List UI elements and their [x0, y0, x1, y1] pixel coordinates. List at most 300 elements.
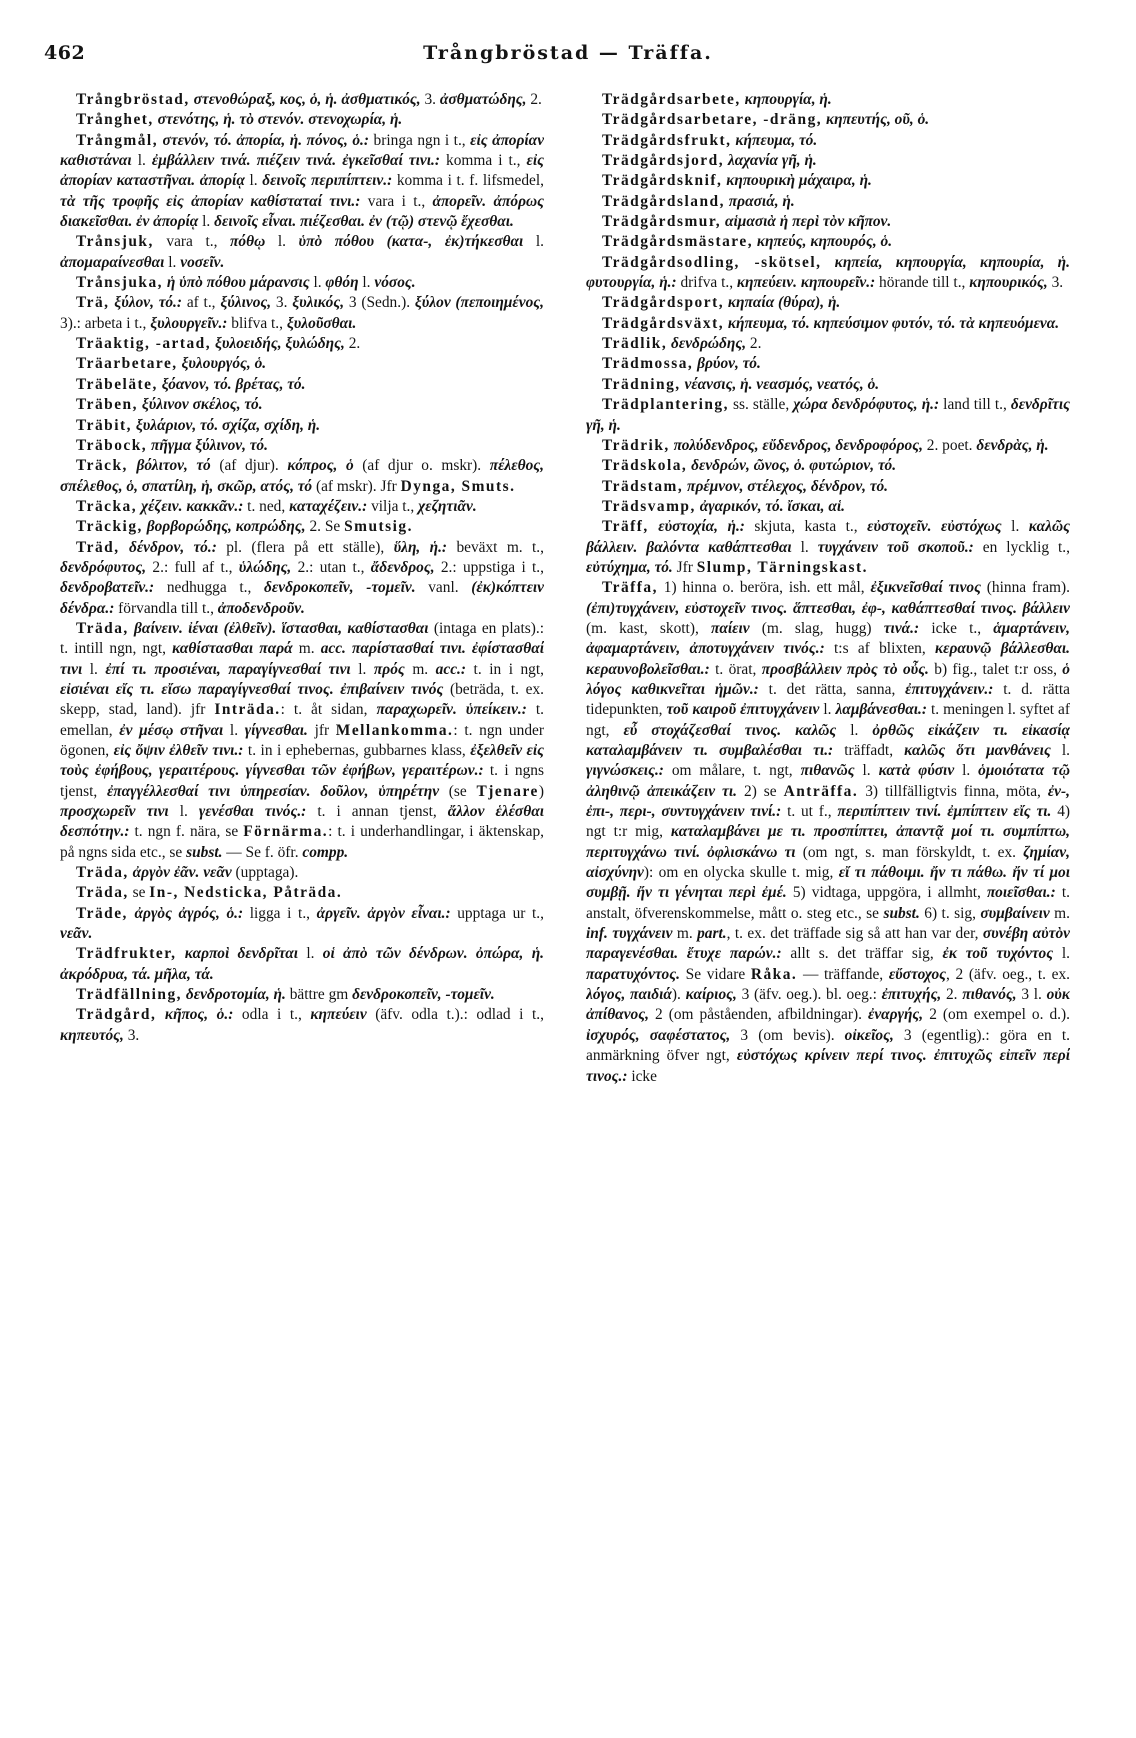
- entry-text: komma i t.,: [439, 152, 527, 170]
- greek-translation: ξύλον (πεποιημένος,: [414, 294, 544, 312]
- dictionary-entry: [60, 456, 544, 497]
- entry-text: bättre gm: [285, 986, 353, 1004]
- dictionary-entry: [60, 1005, 544, 1046]
- greek-translation: περιπίπτειν τινί. ἐμπίπτειν εἴς τι.: [837, 803, 1052, 821]
- entry-headword: Trädfällning,: [76, 986, 183, 1004]
- entry-text: 1) hinna o. beröra, ish. ett mål,: [663, 579, 871, 597]
- greek-translation: ἀργεῖν. ἀργὸν εἶναι.:: [316, 904, 451, 922]
- entry-text: 2. Se: [305, 518, 345, 536]
- entry-text: vanl.: [415, 579, 472, 597]
- page-header: [44, 40, 1092, 72]
- dictionary-entry: [60, 497, 544, 517]
- cross-reference: Förnärma.: [243, 823, 329, 841]
- entry-text: (hinna fram).: [980, 579, 1070, 597]
- cross-reference: Anträffa.: [783, 782, 859, 800]
- dictionary-entry: [60, 90, 544, 110]
- entry-headword: Träda,: [76, 884, 129, 902]
- greek-translation: ἡ ὑπὸ πόθου μάρανσις: [166, 274, 310, 292]
- greek-translation: compp.: [302, 843, 349, 861]
- dictionary-entry: [586, 477, 1070, 497]
- greek-translation: ἀποδενδροῦν.: [217, 599, 305, 617]
- entry-headword: Träck,: [76, 457, 128, 475]
- entry-headword: Träbeläte,: [76, 375, 158, 393]
- entry-text: skjuta, kasta t.,: [744, 518, 868, 536]
- entry-text: vilja t.,: [367, 497, 419, 515]
- entry-text: : t. i underhandlingar, i äktenskap, på ngns sida etc., se: [60, 823, 544, 861]
- greek-translation: ἀπομαραίνεσθαι: [60, 253, 165, 271]
- entry-text: t. ned,: [243, 497, 290, 515]
- entry-text: t. d. rätta tidepunkten,: [586, 680, 1070, 719]
- greek-translation: οὐκ ἀπίθανος,: [586, 986, 1070, 1024]
- entry-text: l.: [298, 945, 323, 963]
- entry-text: l.: [1050, 742, 1070, 759]
- greek-translation: κηπουργία, ἡ.: [744, 91, 832, 108]
- greek-translation: ἄδενδρος,: [370, 558, 435, 576]
- entry-text: ligga i t.,: [243, 904, 317, 922]
- greek-translation: δενδροκοπεῖν, -τομεῖν.: [264, 579, 416, 597]
- greek-translation: τὰ τῆς τροφῆς εἰς ἀπορίαν καθίσταταί τινι.:: [60, 192, 361, 210]
- greek-translation: ἐπιτυχής,: [881, 986, 942, 1004]
- greek-translation: νοσεῖν.: [180, 253, 225, 271]
- greek-translation: νεᾶν.: [60, 925, 93, 943]
- greek-translation: καταχέζειν.:: [289, 497, 368, 515]
- dictionary-entry: [586, 253, 1070, 294]
- entry-text: t. in i ephebernas, gubbarnes klass,: [243, 742, 471, 759]
- entry-headword: Trädskola,: [602, 457, 688, 475]
- entry-headword: Trädning,: [602, 375, 681, 393]
- entry-text: 2.: [746, 335, 762, 353]
- entry-text: t:s af blixten,: [824, 640, 935, 658]
- dictionary-entry: [60, 293, 544, 334]
- entry-text: 3.: [1047, 274, 1064, 292]
- entry-text: l.: [244, 172, 263, 190]
- dictionary-entry: [60, 517, 544, 537]
- greek-translation: λαχανία γῆ, ἡ.: [727, 152, 817, 170]
- entry-headword: Träckig,: [76, 518, 143, 536]
- greek-translation: ἀσθματώδης,: [439, 91, 527, 108]
- entry-text: t. det rätta, sanna,: [758, 680, 906, 698]
- dictionary-entry: [60, 334, 544, 354]
- entry-text: om målare, t. ngt,: [663, 762, 801, 780]
- entry-text: 5) vidtaga, uppgöra, i allmht,: [786, 884, 987, 902]
- greek-translation: πρέμνον, στέλεχος, δένδρον, τό.: [687, 477, 889, 495]
- entry-text: bringa ngn i t.,: [369, 131, 471, 149]
- greek-translation: οἱ ἀπὸ τῶν δένδρων. ὀπώρα, ἡ. ἀκρόδρυα, τά. μῆλα, τά.: [60, 945, 544, 983]
- entry-headword: Träffa,: [602, 579, 658, 597]
- greek-translation: ξυλοῦσθαι.: [286, 314, 357, 332]
- greek-translation: πιθανός,: [962, 986, 1017, 1004]
- entry-text: , 2 (äfv. oeg., t. ex.: [946, 965, 1070, 983]
- entry-text: l.: [309, 274, 326, 292]
- greek-translation: κῆπος, ὁ.:: [164, 1006, 234, 1024]
- entry-text: (beträda, t. ex. skepp, stad, land). jfr: [60, 680, 544, 719]
- greek-translation: ζημίαν, αἰσχύνην: [586, 843, 1070, 882]
- entry-text: (af djur).: [210, 457, 288, 475]
- entry-text: 3 l.: [1016, 986, 1047, 1004]
- dictionary-entry: [586, 212, 1070, 232]
- greek-translation: νέανσις, ἡ. νεασμός, νεατός, ὁ.: [684, 375, 880, 393]
- greek-translation: νόσος.: [374, 274, 416, 292]
- dictionary-entry: [586, 578, 1070, 1087]
- greek-translation: κηπαία (θύρα), ἡ.: [727, 294, 841, 312]
- entry-text: 4) ngt t:r mig,: [586, 803, 1070, 841]
- cross-reference: Dynga, Smuts.: [400, 477, 516, 495]
- entry-text: af t.,: [182, 294, 221, 312]
- greek-translation: ξυλάριον, τό. σχίζα, σχίδη, ἡ.: [135, 416, 321, 434]
- entry-text: 2 (om påståenden, afbildningar).: [648, 1006, 868, 1024]
- entry-text: 2 (om exempel o. d.).: [923, 1006, 1070, 1024]
- greek-translation: ξυλικός,: [292, 294, 345, 312]
- entry-headword: Träda,: [76, 864, 129, 882]
- dictionary-entry: [60, 395, 544, 415]
- entry-text: 3 (om bevis).: [730, 1026, 845, 1044]
- entry-text: m.: [292, 640, 321, 658]
- entry-text: 3).: arbeta i t.,: [60, 314, 151, 332]
- entry-text: 2.: [941, 986, 963, 1004]
- dictionary-entry: [60, 354, 544, 374]
- entry-text: l.: [350, 660, 374, 678]
- entry-text: l.: [819, 701, 836, 719]
- greek-translation: ἀργὸς ἀγρός, ὁ.:: [134, 904, 244, 922]
- entry-text: icke: [627, 1067, 657, 1085]
- dictionary-entry: [60, 273, 544, 293]
- greek-translation: ξόανον, τό. βρέτας, τό.: [161, 375, 306, 393]
- entry-text: b) fig., talet t:r oss,: [928, 660, 1063, 678]
- greek-translation: ἀργὸν ἐᾶν. νεᾶν: [132, 864, 232, 882]
- greek-translation: παραχωρεῖν. ὑπείκειν.:: [376, 701, 527, 719]
- greek-translation: καταλαμβάνει με τι. προσπίπτει, ἀπαντᾷ μοί τι. συμπίπτω, περιτυγχάνω τινί. ὀφλισκάνω τι: [586, 823, 1070, 861]
- entry-text: (upptaga).: [231, 864, 299, 882]
- entry-text: : t. åt sidan,: [280, 701, 377, 719]
- greek-translation: βόλιτον, τό: [136, 457, 211, 475]
- entry-text: — Se f. öfr.: [222, 843, 303, 861]
- greek-translation: κηπευτής, οῦ, ὁ.: [825, 111, 930, 129]
- greek-translation: δενδροκοπεῖν, -τομεῖν.: [352, 986, 495, 1004]
- entry-text: hörande till t.,: [875, 274, 970, 292]
- entry-text: , t. ex. det träffade sig så att han var der,: [726, 925, 983, 943]
- entry-text: Jfr: [672, 558, 697, 576]
- dictionary-entry: [586, 517, 1070, 578]
- dictionary-entry: [60, 110, 544, 130]
- dictionary-entry: [586, 131, 1070, 151]
- entry-text: l.: [265, 233, 299, 251]
- greek-translation: προσβάλλειν πρὸς τὸ οὖς.: [761, 660, 929, 678]
- greek-translation: στενοθώραξ, κος, ὁ, ἡ. ἀσθματικός,: [193, 91, 421, 108]
- greek-translation: ἐν-, ἐπι-, περι-, συντυγχάνειν τινί.:: [586, 782, 1070, 821]
- entry-text: 2. poet.: [922, 436, 977, 454]
- greek-translation: κήπευμα, τό. κηπεύσιμον φυτόν, τό. τὰ κηπευόμενα.: [727, 314, 1060, 332]
- greek-translation: κηπουρικὴ μάχαιρα, ἡ.: [726, 172, 872, 190]
- greek-translation: πρασιά, ἡ.: [728, 192, 795, 210]
- greek-translation: δενδρών, ῶνος, ὁ. φυτώριον, τό.: [691, 457, 897, 475]
- greek-translation: ἁμαρτάνειν, ἀφαμαρτάνειν, ἀποτυγχάνειν τινός.:: [586, 619, 1070, 658]
- dictionary-entry: [60, 375, 544, 395]
- entry-text: land till t.,: [939, 396, 1011, 414]
- entry-headword: Trädfrukter,: [76, 945, 177, 963]
- dictionary-entry: [60, 538, 544, 619]
- greek-translation: κεραυνῷ βάλλεσθαι. κεραυνοβολεῖσθαι.:: [586, 640, 1070, 678]
- cross-reference: Tjenare: [476, 782, 539, 800]
- greek-translation: ξυλουργεῖν.:: [150, 314, 228, 332]
- entry-headword: Trädstam,: [602, 477, 684, 495]
- greek-translation: προσχωρεῖν τινι: [60, 803, 169, 821]
- entry-text: l.: [168, 803, 199, 821]
- entry-text: 3.: [123, 1026, 140, 1044]
- entry-text: Se vidare: [679, 965, 751, 983]
- greek-translation: (ἐκ)κόπτειν δένδρα.:: [60, 579, 544, 617]
- entry-text: vara i t.,: [360, 192, 433, 210]
- entry-text: 2) se: [737, 782, 784, 800]
- entry-text: allt s. det träffar sig,: [781, 945, 943, 963]
- dictionary-entry: [586, 110, 1070, 130]
- dictionary-entry: [586, 151, 1070, 171]
- greek-translation: εὔστοχος: [888, 965, 947, 983]
- greek-translation: καλῶς ὅτι μανθάνεις: [904, 742, 1051, 759]
- greek-translation: παίειν: [710, 619, 750, 637]
- entry-headword: Träben,: [76, 396, 138, 414]
- greek-translation: πῆγμα ξύλινον, τό.: [151, 436, 268, 454]
- entry-headword: Trädsvamp,: [602, 497, 696, 515]
- greek-translation: εὖ στοχάζεσθαί τινος. καλῶς: [623, 721, 837, 739]
- entry-text: (äfv. odla t.).: odlad i t.,: [366, 1006, 544, 1024]
- entry-text: (om ngt, s. man förskyldt, t. ex.: [795, 843, 1024, 861]
- entry-text: 2.: full af t.,: [146, 558, 239, 576]
- cross-reference: Smutsig.: [344, 518, 413, 536]
- greek-translation: γίγνεσθαι.: [244, 721, 308, 739]
- entry-text: jfr: [307, 721, 336, 739]
- greek-translation: κόπρος, ὁ: [287, 457, 354, 475]
- entry-text: en lycklig t.,: [973, 538, 1070, 556]
- greek-translation: δενδρώδης,: [671, 335, 747, 353]
- dictionary-entry: [586, 456, 1070, 476]
- greek-translation: χώρα δενδρόφυτος, ἡ.:: [793, 396, 940, 414]
- cross-reference: Inträda.: [214, 701, 281, 719]
- entry-text: 3.: [420, 91, 440, 108]
- entry-text: 2.: uppstiga i t.,: [434, 558, 544, 576]
- right-column: [586, 90, 1070, 1730]
- dictionary-entry: [586, 436, 1070, 456]
- entry-text: m.: [404, 660, 436, 678]
- entry-text: (m. kast, skott),: [586, 619, 711, 637]
- entry-text: l.: [131, 152, 152, 170]
- running-title: Trångbröstad — Träffa.: [423, 42, 713, 64]
- greek-translation: ἐν μέσῳ στῆναι: [119, 721, 224, 739]
- greek-translation: κηπεύς, κηπουρός, ὁ.: [756, 233, 893, 251]
- entry-headword: Trädgårdsarbetare, -dräng,: [602, 111, 823, 129]
- entry-text: icke t.,: [919, 619, 994, 637]
- greek-translation: acc.:: [435, 660, 467, 678]
- entry-text: l.: [791, 538, 818, 556]
- entry-text: beväxt m. t.,: [447, 538, 544, 556]
- entry-text: t. ngn f. nära, se: [129, 823, 244, 841]
- entry-headword: Träde,: [76, 904, 128, 922]
- entry-text: m.: [1049, 904, 1070, 922]
- greek-translation: καρποὶ δενδρῖται: [184, 945, 299, 963]
- greek-translation: γενέσθαι τινός.:: [198, 803, 307, 821]
- entry-text: upptaga ur t.,: [450, 904, 544, 922]
- greek-translation: ξυλουργός, ὁ.: [181, 355, 267, 373]
- dictionary-entry: [586, 354, 1070, 374]
- greek-translation: δένδρον, τό.:: [128, 538, 217, 556]
- greek-translation: ἐκ τοῦ τυχόντος: [942, 945, 1054, 963]
- greek-translation: χεζητιᾶν.: [418, 497, 477, 515]
- entry-text: 2.: [344, 335, 361, 353]
- dictionary-entry: [60, 232, 544, 273]
- entry-headword: Trånsjuka,: [76, 274, 163, 292]
- entry-text: t. in i ngt,: [466, 660, 544, 678]
- entry-text: vara t.,: [166, 233, 231, 251]
- cross-reference: Slump, Tärningskast.: [696, 558, 868, 576]
- greek-translation: πιθανῶς: [800, 762, 855, 780]
- greek-translation: ἐπαγγέλλεσθαί τινι ὑπηρεσίαν. δοῦλον, ὑπηρέτην: [106, 782, 440, 800]
- greek-translation: acc. παρίστασθαί τινι. ἐφίστασθαί τινι: [60, 640, 544, 678]
- dictionary-entry: [586, 375, 1070, 395]
- greek-translation: εὐστοχία, ἡ.:: [658, 518, 745, 536]
- entry-headword: Trädgård,: [76, 1006, 157, 1024]
- greek-translation: παρατυχόντος.: [586, 965, 680, 983]
- dictionary-entry: [586, 314, 1070, 334]
- greek-translation: κηπεύειν: [310, 1006, 367, 1024]
- greek-translation: φθόη: [325, 274, 359, 292]
- entry-text: 2.: [526, 91, 542, 108]
- dictionary-entry: [60, 863, 544, 883]
- greek-translation: τυγχάνειν τοῦ σκοποῦ.:: [817, 538, 974, 556]
- greek-translation: δενδροβατεῖν.:: [60, 579, 155, 597]
- entry-text: t. emellan,: [60, 701, 544, 739]
- greek-translation: ἐμβάλλειν τινά. πιέζειν τινά. ἐγκεῖσθαί τινι.:: [151, 152, 440, 170]
- greek-translation: γιγνώσκεις.:: [586, 762, 664, 780]
- greek-translation: ἐπιτυγχάνειν.:: [905, 680, 994, 698]
- entry-headword: Träbit,: [76, 416, 132, 434]
- greek-translation: κατὰ φύσιν: [878, 762, 955, 780]
- greek-translation: ἐπί τι. προσιέναι, παραγίγνεσθαί τινι: [105, 660, 351, 678]
- dictionary-entry: [586, 232, 1070, 252]
- dictionary-entry: [60, 985, 544, 1005]
- entry-text: : t. ngn under ögonen,: [60, 721, 544, 759]
- entry-headword: Trångmål,: [76, 131, 159, 149]
- entry-headword: Trånsjuk,: [76, 233, 154, 251]
- greek-translation: αἱμασιὰ ἡ περὶ τὸν κῆπον.: [724, 213, 892, 231]
- entry-text: ss. ställe,: [733, 396, 794, 414]
- entry-headword: Träarbetare,: [76, 355, 178, 373]
- greek-translation: τοῦ καιροῦ ἐπιτυγχάνειν: [666, 701, 820, 719]
- greek-translation: χέζειν. κακκᾶν.:: [140, 497, 244, 515]
- greek-translation: (ἐπι)τυγχάνειν, εὐστοχεῖν τινος. ἅπτεσθαι, ἐφ-, καθάπτεσθαί τινος. βάλλειν: [586, 599, 1070, 617]
- greek-translation: εἴ τι πάθοιμι. ἤν τι πάθω. ἤν τί μοι συμβῇ. ἤν τι γένηται περὶ ἐμέ.: [586, 864, 1070, 902]
- greek-translation: δενδρῖτις γῆ, ἡ.: [586, 396, 1070, 434]
- greek-translation: καίριος,: [685, 986, 737, 1004]
- entry-text: m.: [672, 925, 698, 943]
- entry-headword: Trädgårdsarbete,: [602, 91, 741, 108]
- greek-translation: δενδρόφυτος,: [60, 558, 147, 576]
- entry-text: nedhugga t.,: [154, 579, 265, 597]
- dictionary-entry: [586, 334, 1070, 354]
- entry-text: l.: [523, 233, 544, 251]
- entry-headword: Trädrik,: [602, 436, 670, 454]
- entry-text: — träffande,: [797, 965, 889, 983]
- entry-text: t. örat,: [709, 660, 762, 678]
- dictionary-entry: [60, 904, 544, 945]
- cross-reference: In-, Nedsticka, Påträda.: [149, 884, 343, 902]
- dictionary-entry: [60, 883, 544, 903]
- greek-translation: εὐτύχημα, τό.: [586, 558, 673, 576]
- greek-translation: ἰσχυρός, σαφέστατος,: [586, 1026, 731, 1044]
- entry-headword: Trädlik,: [602, 335, 668, 353]
- entry-text: l.: [854, 762, 879, 780]
- left-column: [60, 90, 544, 1730]
- greek-translation: βορβορώδης, κοπρώδης,: [146, 518, 306, 536]
- entry-text: (m. slag, hugg): [749, 619, 884, 637]
- greek-translation: inf. τυγχάνειν: [586, 925, 673, 943]
- greek-translation: ξύλινον σκέλος, τό.: [141, 396, 263, 414]
- greek-translation: ὁ λόγος καθικνεῖται ἡμῶν.:: [586, 660, 1070, 698]
- entry-text: t. meningen l. syftet af ngt,: [586, 701, 1070, 739]
- entry-text: odla i t.,: [233, 1006, 311, 1024]
- entry-headword: Trä,: [76, 294, 110, 312]
- entry-headword: Trädplantering,: [602, 396, 729, 414]
- greek-translation: δενδροτομία, ἡ.: [185, 986, 286, 1004]
- greek-translation: λόγος, παιδιά: [586, 986, 672, 1004]
- dictionary-entry: [586, 90, 1070, 110]
- entry-text: 3) tillfälligtvis finna, möta,: [858, 782, 1048, 800]
- entry-text: 2.: utan t.,: [291, 558, 371, 576]
- entry-headword: Trädgårdsodling, -skötsel,: [602, 253, 822, 271]
- dictionary-entry: [586, 293, 1070, 313]
- cross-reference: Råka.: [750, 965, 798, 983]
- entry-text: l.: [223, 721, 245, 739]
- entry-text: pl. (flera på ett ställe),: [216, 538, 394, 556]
- cross-reference: Mellankomma.: [335, 721, 454, 739]
- entry-headword: Trädgårdsknif,: [602, 172, 723, 190]
- greek-translation: εὐστοχεῖν. εὐστόχως: [867, 518, 1002, 536]
- greek-translation: ποιεῖσθαι.:: [986, 884, 1056, 902]
- page-number: 462: [44, 42, 86, 64]
- greek-translation: στενόν, τό. ἀπορία, ἡ. πόνος, ὁ.:: [162, 131, 370, 149]
- greek-translation: ἀπορεῖν. ἀπόρως διακεῖσθαι. ἐν ἀπορίᾳ: [60, 192, 544, 231]
- greek-translation: βαίνειν. ἰέναι (ἐλθεῖν). ἵστασθαι, καθίστασθαι: [134, 619, 429, 637]
- greek-translation: subst.: [186, 843, 223, 861]
- entry-headword: Trädgårdsväxt,: [602, 314, 725, 332]
- greek-translation: ὀρθῶς εἰκάζειν τι. εἰκασίᾳ καταλαμβάνειν τι. συμβαλέσθαι τι.:: [586, 721, 1070, 759]
- greek-translation: δεινοῖς εἶναι. πιέζεσθαι. ἐν (τῷ) στενῷ ἔχεσθαι.: [214, 213, 514, 231]
- entry-text: 3 (egentlig).: göra en t. anmärkning öfver ngt,: [586, 1026, 1070, 1065]
- greek-translation: εὐστόχως κρίνειν περί τινος. ἐπιτυχῶς εἰπεῖν περί τινος.:: [586, 1047, 1070, 1085]
- greek-translation: εἰσιέναι εἴς τι. εἴσω παραγίγνεσθαί τινος. ἐπιβαίνειν τινός: [60, 680, 444, 698]
- greek-translation: ἐξελθεῖν εἰς τοὺς ἐφήβους, γεραιτέρους. γίγνεσθαι τῶν ἐφήβων, γεραιτέρων.:: [60, 742, 544, 780]
- greek-translation: εἰς ὄψιν ἐλθεῖν τινι.:: [113, 742, 244, 759]
- entry-text: l.: [164, 253, 181, 271]
- greek-translation: κηπεύειν. κηπουρεῖν.:: [736, 274, 876, 292]
- greek-translation: ὕλη, ἡ.:: [393, 538, 448, 556]
- greek-translation: οἰκεῖος,: [844, 1026, 894, 1044]
- greek-translation: κήπευμα, τό.: [735, 131, 818, 149]
- greek-translation: ὑλώδης,: [238, 558, 292, 576]
- greek-translation: ὁμοιότατα τῷ ἀληθινῷ ἀπεικάζειν τι.: [586, 762, 1070, 800]
- greek-translation: ξύλινος,: [220, 294, 272, 312]
- entry-text: ): om en olycka skulle t. mig,: [643, 864, 839, 882]
- greek-translation: καθίστασθαι παρά: [172, 640, 293, 658]
- entry-text: 3 (Sedn.).: [344, 294, 415, 312]
- entry-text: l.: [1001, 518, 1029, 536]
- entry-text: t. ut f.,: [781, 803, 838, 821]
- entry-text: (af djur o. mskr).: [353, 457, 490, 475]
- greek-translation: στενότης, ἡ. τὸ στενόν. στενοχωρία, ἡ.: [157, 111, 403, 129]
- dictionary-entry: [60, 619, 544, 863]
- dictionary-entry: [60, 436, 544, 456]
- entry-text: l.: [358, 274, 375, 292]
- greek-translation: πόθῳ: [230, 233, 266, 251]
- entry-headword: Träd,: [76, 538, 120, 556]
